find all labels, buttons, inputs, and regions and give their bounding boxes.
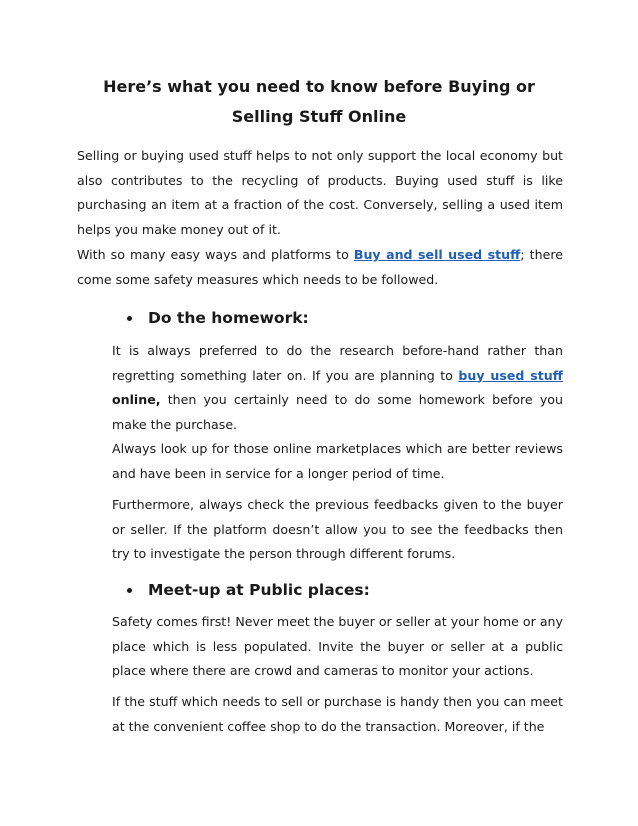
buy-used-stuff-link[interactable]: buy used stuff [458, 367, 563, 383]
buy-and-sell-used-stuff-link[interactable]: Buy and sell used stuff [353, 247, 521, 262]
intro-text-before-link: With so many easy ways and platforms to [77, 247, 354, 262]
intro-text-after-link: ; there come some safety measures which needs to be followed. [77, 247, 563, 287]
section-1-heading-text: Do the homework: [148, 309, 309, 327]
title-line-2: Selling Stuff Online [231, 107, 407, 126]
section-1-text-before-link: It is always preferred to do the research before-hand rather than regretting something later on. If you are planning to [112, 343, 563, 383]
bullet-icon [127, 588, 132, 593]
section-1-paragraph-1 [112, 339, 563, 437]
section-2-paragraph-1: Safety comes first! Never meet the buyer or seller at your home or any place which is less populated. Invite the buyer or seller at a public place where there are crowd and cameras to monitor your actions. [112, 614, 563, 678]
section-1-text-after-bold: then you certainly need to do some homework before you make the purchase. [112, 392, 563, 432]
document-title [60, 72, 578, 132]
intro-paragraph-1: Selling or buying used stuff helps to not only support the local economy but also contributes to the recycling of products. Buying used stuff is like purchasing an item at a fraction of the cost. Conversely, selling a used item helps you make money out of it. [77, 148, 563, 237]
section-2-heading [127, 575, 370, 605]
bullet-icon [127, 316, 132, 321]
title-line-1: Here’s what you need to know before Buying or [103, 77, 535, 96]
section-2-paragraph-2: If the stuff which needs to sell or purchase is handy then you can meet at the convenient coffee shop to do the transaction. Moreover, if the [112, 694, 563, 734]
section-1-paragraph-3: Furthermore, always check the previous feedbacks given to the buyer or seller. If the platform doesn’t allow you to see the feedbacks then try to investigate the person through different forums. [112, 497, 563, 561]
section-1-heading [127, 303, 309, 333]
section-2-heading-text: Meet-up at Public places: [148, 581, 370, 599]
section-1-bold-text: online, [112, 392, 161, 407]
section-1-paragraph-2: Always look up for those online marketplaces which are better reviews and have been in service for a longer period of time. [112, 441, 563, 481]
intro-paragraph-2 [77, 243, 563, 292]
